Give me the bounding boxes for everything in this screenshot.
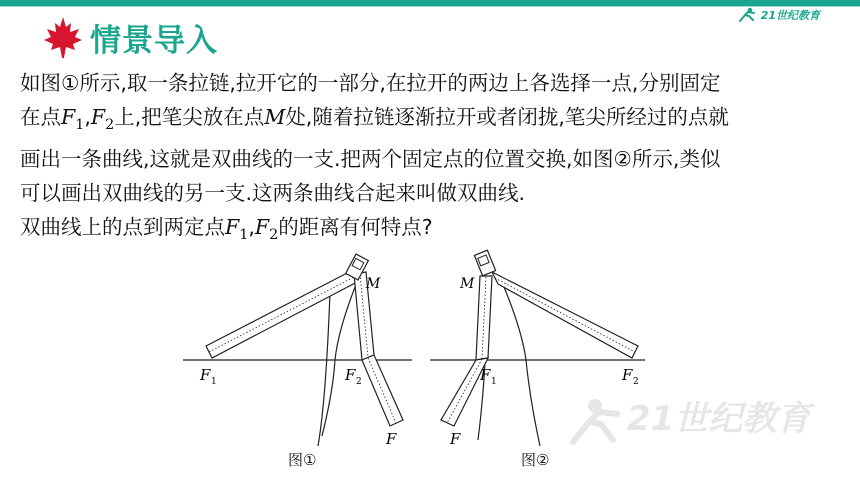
math-symbol: M — [264, 105, 286, 129]
fig1-hyperbola-branch — [318, 292, 330, 446]
fig2-label-f1-sub: 1 — [491, 377, 497, 387]
fig1-label-f2: F — [345, 366, 356, 384]
fig1-label-m: M — [366, 276, 381, 292]
text-run: 的距离有何特点? — [278, 215, 433, 240]
fig2-caption: 图② — [521, 451, 550, 469]
text-run: , — [248, 215, 255, 240]
math-symbol: $F_1$ — [61, 105, 85, 134]
fig1-caption: 图① — [288, 451, 317, 469]
text-run: 可以画出双曲线的另一支.这两条曲线合起来叫做双曲线. — [20, 181, 526, 206]
fig2-label-f: F — [450, 430, 461, 448]
fig2-label-f1: F — [480, 366, 491, 384]
text-run: 处,随着拉链逐渐拉开或者闭拢,笔尖所经过的点就 — [285, 105, 729, 129]
text-run: 在点 — [20, 105, 61, 129]
text-run: 双曲线上的点到两定点 — [20, 215, 225, 240]
figure-1 — [183, 254, 412, 448]
text-run: 画出一条曲线,这就是双曲线的一支.把两个固定点的位置交换,如图②所示,类似 — [20, 147, 721, 172]
math-symbol: $F_1$ — [225, 215, 249, 244]
fig2-label-f2-sub: 2 — [633, 377, 639, 387]
fig2-label-f2: F — [622, 366, 633, 384]
fig2-hyperbola-branch — [502, 282, 540, 446]
fig1-label-f1-sub: 1 — [211, 377, 217, 387]
figure-2 — [430, 250, 645, 448]
fig1-label-f2-sub: 2 — [356, 377, 362, 387]
math-symbol: $F_2$ — [90, 105, 115, 134]
fig2-zipper-right — [492, 272, 638, 358]
fig1-label-f1: F — [200, 366, 211, 384]
fig1-label-f: F — [386, 430, 397, 448]
section-title: 情景导入 — [90, 22, 218, 59]
text-run: , — [84, 105, 91, 129]
text-run: 上,把笔尖放在点 — [114, 105, 265, 129]
text-run: 如图①所示,取一条拉链,拉开它的一部分,在拉开的两边上各选择一点,分别固定 — [20, 71, 721, 95]
watermark-text: 21世纪教育 — [627, 399, 811, 439]
fig2-label-m: M — [460, 276, 475, 292]
fig1-zipper-left — [206, 270, 359, 358]
math-symbol: $F_2$ — [254, 215, 279, 244]
brand-logo-text: 21世纪教育 — [760, 9, 820, 22]
